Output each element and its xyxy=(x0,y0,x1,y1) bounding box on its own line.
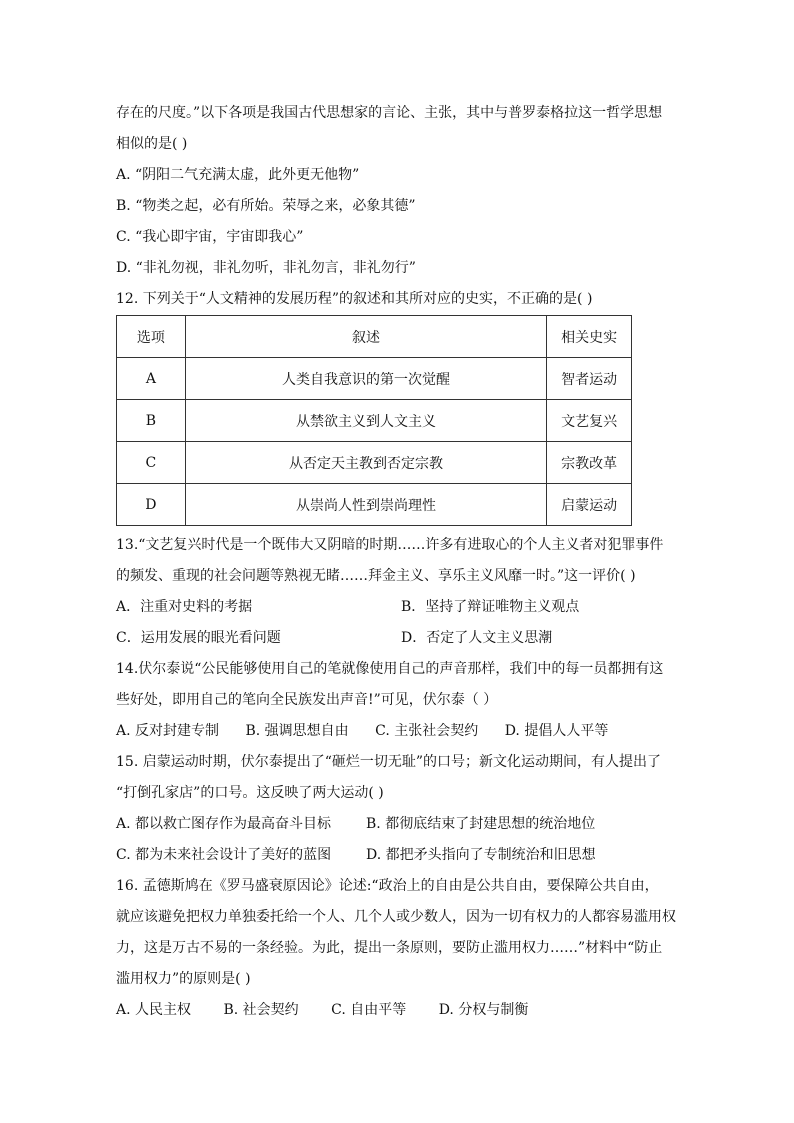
table-cell: A xyxy=(117,358,186,400)
q13-line-2: 的频发、重现的社会问题等熟视无睹……拜金主义、享乐主义风靡一时。”这一评价( ) xyxy=(116,568,636,584)
q15-line-2: “打倒孔家店”的口号。这反映了两大运动( ) xyxy=(116,785,384,801)
q12-stem: 12. 下列关于“人文精神的发展历程”的叙述和其所对应的史实，不正确的是( ) xyxy=(116,291,593,307)
q13-option-d: D．否定了人文主义思潮 xyxy=(401,630,553,646)
q16-line-2: 就应该避免把权力单独委托给一个人、几个人或少数人，因为一切有权力的人都容易滥用权 xyxy=(116,909,676,925)
q15-options-row-2 xyxy=(116,840,686,871)
q14-line-1: 14.伏尔泰说“公民能够使用自己的笔就像使用自己的声音那样，我们中的每一员都拥有这 xyxy=(116,661,664,677)
q11-option-b: B. “物类之起，必有所始。荣辱之来，必象其德” xyxy=(116,198,416,214)
q14-option-c: C. 主张社会契约 xyxy=(375,723,479,739)
q16-line-1: 16. 孟德斯鸠在《罗马盛衰原因论》论述:“政治上的自由是公共自由，要保障公共自由， xyxy=(116,878,659,894)
table-row xyxy=(117,358,632,400)
q16-option-b: B. 社会契约 xyxy=(223,1002,299,1018)
q15-option-b: B. 都彻底结束了封建思想的统治地位 xyxy=(366,816,596,832)
q14-option-a: A. 反对封建专制 xyxy=(116,723,220,739)
table-cell: 智者运动 xyxy=(547,358,632,400)
table-header-description: 叙述 xyxy=(185,316,547,358)
table-row xyxy=(117,484,632,526)
q15-option-d: D. 都把矛头指向了专制统治和旧思想 xyxy=(366,847,596,863)
q15-option-a: A. 都以救亡图存作为最高奋斗目标 xyxy=(116,816,332,832)
table-cell: 从否定天主教到否定宗教 xyxy=(185,442,547,484)
table-cell: D xyxy=(117,484,186,526)
q11-line-1: 存在的尺度。”以下各项是我国古代思想家的言论、主张，其中与普罗泰格拉这一哲学思想 xyxy=(116,105,663,121)
table-cell: C xyxy=(117,442,186,484)
table-cell: 文艺复兴 xyxy=(547,400,632,442)
q11-option-a: A. “阴阳二气充满太虚，此外更无他物” xyxy=(116,167,360,183)
table-cell: 宗教改革 xyxy=(547,442,632,484)
q15-line-1: 15. 启蒙运动时期，伏尔泰提出了“砸烂一切无耻”的口号；新文化运动期间，有人提出了 xyxy=(116,754,662,770)
q16-line-3: 力，这是万古不易的一条经验。为此，提出一条原则，要防止滥用权力……”材料中“防止 xyxy=(116,940,663,956)
q13-option-c: C．运用发展的眼光看问题 xyxy=(116,630,281,646)
q14-option-d: D. 提倡人人平等 xyxy=(504,723,609,739)
q13-options-row-1 xyxy=(116,592,686,623)
q13-line-1: 13.“文艺复兴时代是一个既伟大又阴暗的时期……许多有进取心的个人主义者对犯罪事件 xyxy=(116,537,664,553)
q16-option-a: A. 人民主权 xyxy=(116,1002,192,1018)
table-cell: 从禁欲主义到人文主义 xyxy=(185,400,547,442)
table-row xyxy=(117,442,632,484)
q16-option-d: D. 分权与制衡 xyxy=(438,1002,529,1018)
table-cell: 从崇尚人性到崇尚理性 xyxy=(185,484,547,526)
q15-option-c: C. 都为未来社会设计了美好的蓝图 xyxy=(116,847,332,863)
q16-option-c: C. 自由平等 xyxy=(331,1002,407,1018)
table-cell: 启蒙运动 xyxy=(547,484,632,526)
q14-option-b: B. 强调思想自由 xyxy=(245,723,349,739)
q16-options-row xyxy=(116,995,686,1026)
table-header-option: 选项 xyxy=(117,316,186,358)
q13-options-row-2 xyxy=(116,623,686,654)
q14-options-row xyxy=(116,716,686,747)
table-header-fact: 相关史实 xyxy=(547,316,632,358)
table-row xyxy=(117,400,632,442)
q15-options-row-1 xyxy=(116,809,686,840)
q11-line-2: 相似的是( ) xyxy=(116,136,188,152)
table-cell: 人类自我意识的第一次觉醒 xyxy=(185,358,547,400)
table-header-row xyxy=(117,316,632,358)
q13-option-a: A．注重对史料的考据 xyxy=(116,599,253,615)
q12-table xyxy=(116,315,632,526)
q11-option-c: C. “我心即宇宙，宇宙即我心” xyxy=(116,229,304,245)
q13-option-b: B．坚持了辩证唯物主义观点 xyxy=(401,599,580,615)
q14-line-2: 些好处，即用自己的笔向全民族发出声音!”可见，伏尔泰（ ） xyxy=(116,692,498,708)
q11-option-d: D. “非礼勿视，非礼勿听，非礼勿言，非礼勿行” xyxy=(116,260,416,276)
q16-line-4: 滥用权力”的原则是( ) xyxy=(116,971,251,987)
table-cell: B xyxy=(117,400,186,442)
page-content xyxy=(116,98,686,1026)
